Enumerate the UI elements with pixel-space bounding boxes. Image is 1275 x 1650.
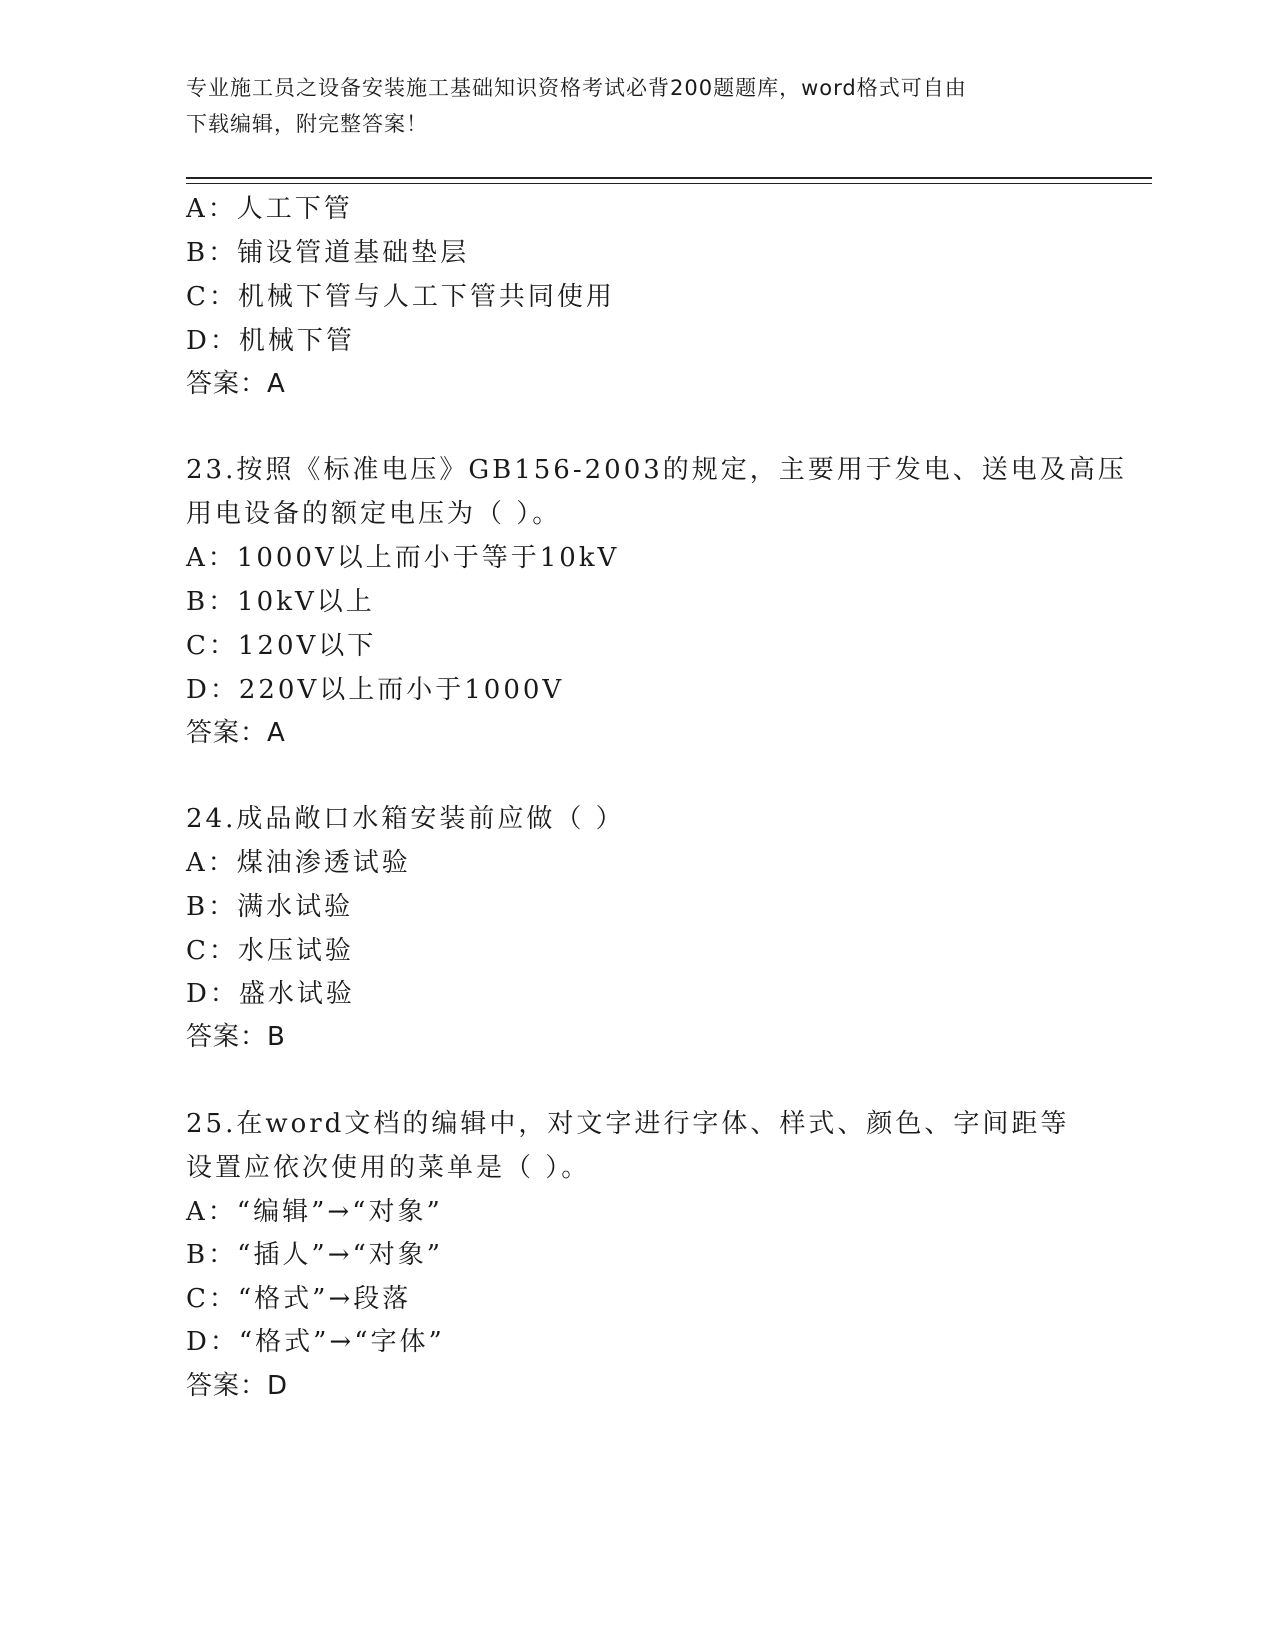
header-divider-thin xyxy=(186,183,1152,184)
q23-option-b: B：10kV以上 xyxy=(186,587,375,617)
header-line-1: 专业施工员之设备安装施工基础知识资格考试必背200题题库，word格式可自由 xyxy=(186,76,967,100)
q24-option-a: A：煤油渗透试验 xyxy=(186,848,411,878)
document-header xyxy=(186,70,1066,142)
q23-stem-line-1: 23.按照《标准电压》GB156-2003的规定，主要用于发电、送电及高压 xyxy=(186,455,1127,485)
q24-option-b: B：满水试验 xyxy=(186,892,354,922)
q24-stem-line-1: 24.成品敞口水箱安装前应做（ ） xyxy=(186,804,625,834)
q23-option-a: A：1000V以上而小于等于10kV xyxy=(186,543,620,573)
header-divider-thick xyxy=(186,177,1152,179)
q25-stem-line-1: 25.在word文档的编辑中，对文字进行字体、样式、颜色、字间距等 xyxy=(186,1109,1070,1139)
q22-answer: 答案：A xyxy=(186,369,286,399)
q24-option-d: D：盛水试验 xyxy=(186,979,355,1009)
q25-answer: 答案：D xyxy=(186,1371,289,1401)
q22-option-a: A：人工下管 xyxy=(186,194,353,224)
q23-option-d: D：220V以上而小于1000V xyxy=(186,675,565,705)
q22-option-d: D：机械下管 xyxy=(186,326,355,356)
q25-option-d: D：“格式”→“字体” xyxy=(186,1327,445,1357)
q23-option-c: C：120V以下 xyxy=(186,631,377,661)
q23-stem-line-2: 用电设备的额定电压为（ ）。 xyxy=(186,499,562,529)
q25-stem-line-2: 设置应依次使用的菜单是（ ）。 xyxy=(186,1153,591,1183)
q25-option-b: B：“插人”→“对象” xyxy=(186,1240,444,1270)
header-line-2: 下载编辑，附完整答案！ xyxy=(186,112,428,136)
q22-option-b: B：铺设管道基础垫层 xyxy=(186,238,470,268)
q22-option-c: C：机械下管与人工下管共同使用 xyxy=(186,282,615,312)
q23-answer: 答案：A xyxy=(186,718,286,748)
q25-option-c: C：“格式”→段落 xyxy=(186,1284,412,1314)
q24-option-c: C：水压试验 xyxy=(186,936,354,966)
q24-answer: 答案：B xyxy=(186,1022,286,1052)
q25-option-a: A：“编辑”→“对象” xyxy=(186,1197,443,1227)
